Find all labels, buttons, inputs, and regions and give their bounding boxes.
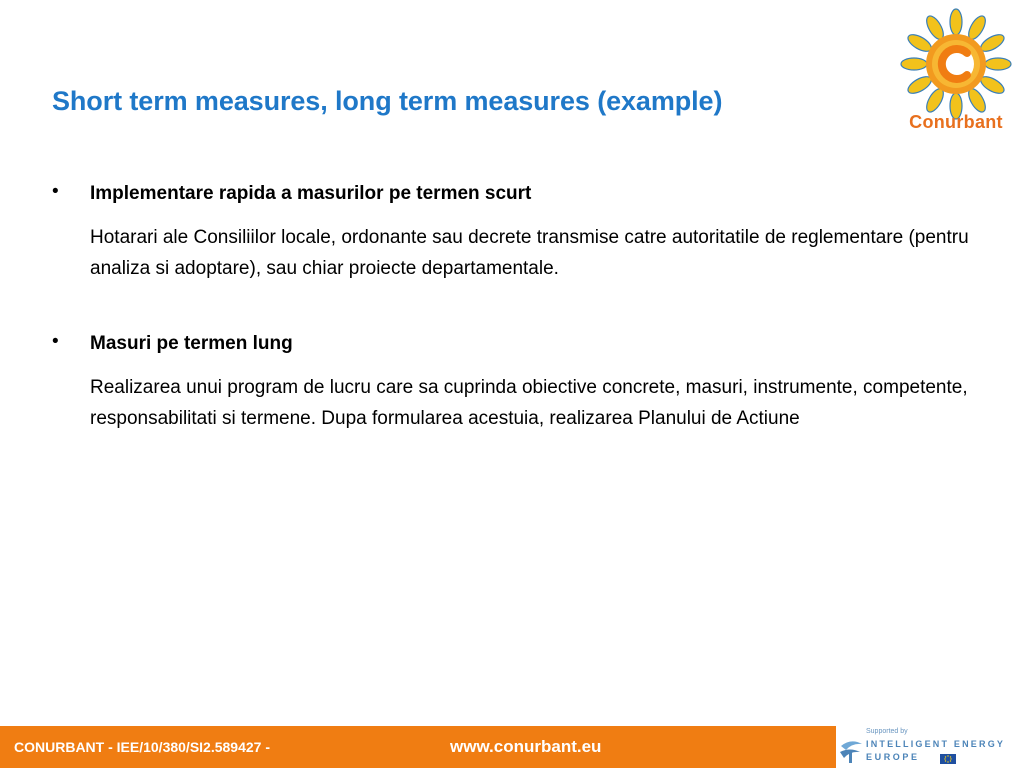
bullet-list <box>52 180 972 434</box>
sponsor-logo <box>836 726 1024 768</box>
list-item <box>52 180 972 284</box>
intelligent-energy-mark-icon <box>838 734 864 764</box>
project-code: CONURBANT - IEE/10/380/SI2.589427 - <box>14 739 270 755</box>
slide-title: Short term measures, long term measures (example) <box>52 86 723 116</box>
item-heading: Masuri pe termen lung <box>90 333 293 354</box>
eu-flag-icon <box>940 754 956 764</box>
item-body: Realizarea unui program de lucru care sa cuprinda obiective concrete, masuri, instrumente, competente, responsabilitati si termene. Dupa formularea acestuia, realizarea Planului de Actiune <box>90 377 968 429</box>
footer-bar <box>0 726 836 768</box>
item-body: Hotarari ale Consiliilor locale, ordonante sau decrete transmise catre autoritatile de reglementare (pentru analiza si adoptare), sau chiar proiecte departamentale. <box>90 227 969 279</box>
bullet-marker: • <box>52 331 59 352</box>
website-link[interactable]: www.conurbant.eu <box>450 737 602 756</box>
item-heading: Implementare rapida a masurilor pe termen scurt <box>90 183 532 204</box>
logo-wordmark: Conurbant <box>909 112 1003 132</box>
sponsor-line-2: EUROPE <box>866 752 920 762</box>
bullet-marker: • <box>52 181 59 202</box>
list-item <box>52 330 972 434</box>
supported-by-label: Supported by <box>866 728 908 735</box>
sponsor-line-1: INTELLIGENT ENERGY <box>866 739 1006 749</box>
